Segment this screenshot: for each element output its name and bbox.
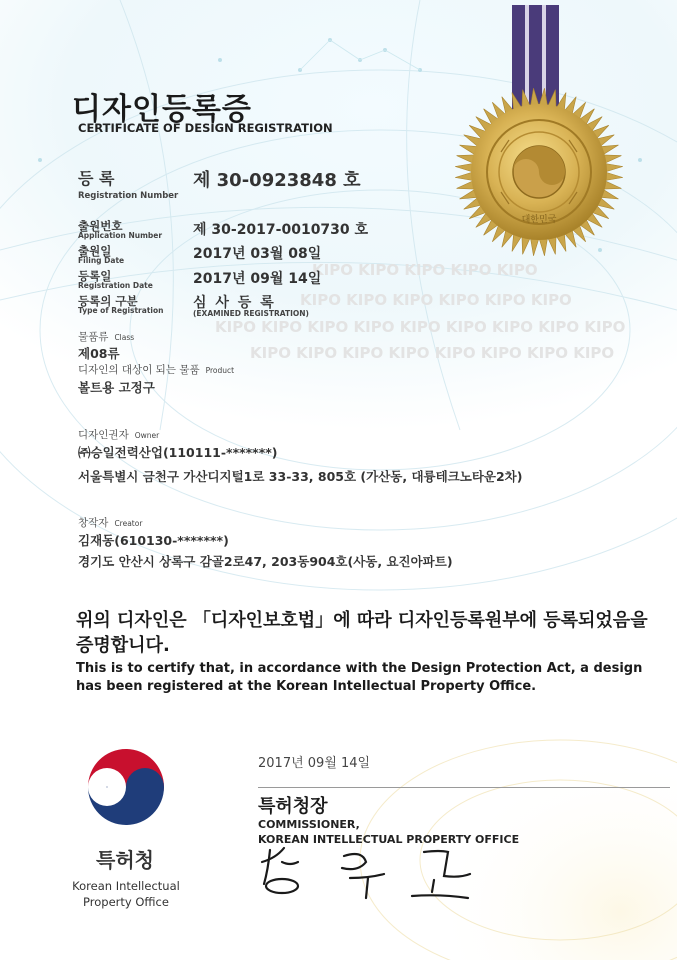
- application-label-en: Application Number: [78, 231, 163, 240]
- product-label-en: Product: [205, 366, 235, 375]
- kipo-watermark-row: KIPO KIPO KIPO KIPO KIPO KIPO: [300, 291, 572, 309]
- registration-label-ko: 등 록: [78, 169, 115, 188]
- creator-address: 경기도 안산시 상록구 감골2로47, 203동904호(사동, 요진아파트): [78, 554, 453, 569]
- certificate-title-en: CERTIFICATE OF DESIGN REGISTRATION: [78, 121, 333, 135]
- class-value: 제08류: [78, 346, 120, 361]
- registration-number: 제 30-0923848 호: [193, 170, 361, 191]
- creator-name: 김재동(610130-*******): [78, 533, 229, 548]
- statement-ko: [76, 608, 648, 658]
- signature-divider: [258, 787, 670, 788]
- office-name-en: [58, 878, 194, 910]
- product-label-ko: 디자인의 대상이 되는 물품: [78, 364, 200, 376]
- creator-label-ko: 창작자: [78, 517, 109, 529]
- office-name-en-line-2: Property Office: [83, 895, 169, 909]
- owner-label-ko: 디자인권자: [78, 429, 129, 441]
- statement-ko-line-1: 위의 디자인은 「디자인보호법」에 따라 디자인등록원부에 등록되었음을: [76, 610, 648, 631]
- filing-date: 2017년 03월 08일: [193, 246, 322, 262]
- product-label: [78, 362, 234, 377]
- class-label: [78, 329, 134, 344]
- application-number: 제 30-2017-0010730 호: [193, 222, 369, 238]
- commissioner-title-en-line-1: COMMISSIONER,: [258, 818, 360, 831]
- registration-date-label-ko: 등록일: [78, 269, 112, 283]
- owner-label: [78, 427, 159, 442]
- creator-label-en: Creator: [114, 519, 143, 528]
- kipo-logo-icon: [88, 749, 164, 825]
- class-label-ko: 물품류: [78, 331, 109, 343]
- type-label-ko: 등록의 구분: [78, 294, 138, 308]
- product-value: 볼트용 고정구: [78, 380, 155, 395]
- office-name-en-line-1: Korean Intellectual: [72, 879, 180, 893]
- filing-date-label-en: Filing Date: [78, 256, 125, 265]
- commissioner-title-ko: 특허청장: [258, 796, 328, 817]
- type-value-ko: 심 사 등 록: [193, 295, 276, 311]
- commissioner-title-en: [258, 817, 519, 847]
- office-name-ko: 특허청: [96, 848, 154, 872]
- statement-en-line-1: This is to certify that, in accordance with the Design Protection Act, a design: [76, 661, 643, 676]
- owner-address: 서울특별시 금천구 가산디지털1로 33-33, 805호 (가산동, 대륭테크노타운2차): [78, 469, 523, 484]
- application-label-ko: 출원번호: [78, 219, 123, 233]
- kipo-watermark-row: KIPO KIPO KIPO KIPO KIPO: [312, 261, 538, 279]
- certificate-title-ko: 디자인등록증: [72, 92, 252, 127]
- statement-en: [76, 660, 642, 696]
- registration-date-label-en: Registration Date: [78, 281, 153, 290]
- registration-label-en: Registration Number: [78, 191, 179, 201]
- owner-label-en: Owner: [134, 431, 160, 440]
- statement-en-line-2: has been registered at the Korean Intellectual Property Office.: [76, 679, 537, 694]
- issue-date: 2017년 09월 14일: [258, 756, 371, 771]
- registration-date: 2017년 09월 14일: [193, 271, 322, 287]
- kipo-watermark-row: KIPO KIPO KIPO KIPO KIPO KIPO KIPO KIPO KIPO: [215, 318, 626, 336]
- creator-label: [78, 515, 142, 530]
- commissioner-title-en-line-2: KOREAN INTELLECTUAL PROPERTY OFFICE: [258, 833, 520, 846]
- seal-text: 대한민국: [521, 215, 557, 225]
- type-label-en: Type of Registration: [78, 306, 164, 315]
- kipo-watermark-row: KIPO KIPO KIPO KIPO KIPO KIPO KIPO KIPO: [250, 344, 615, 362]
- type-value-en: (EXAMINED REGISTRATION): [193, 309, 309, 318]
- statement-ko-line-2: 증명합니다.: [76, 635, 170, 656]
- owner-name: ㈜승일전력산업(110111-*******): [78, 445, 278, 460]
- filing-date-label-ko: 출원일: [78, 244, 112, 258]
- class-label-en: Class: [114, 333, 135, 342]
